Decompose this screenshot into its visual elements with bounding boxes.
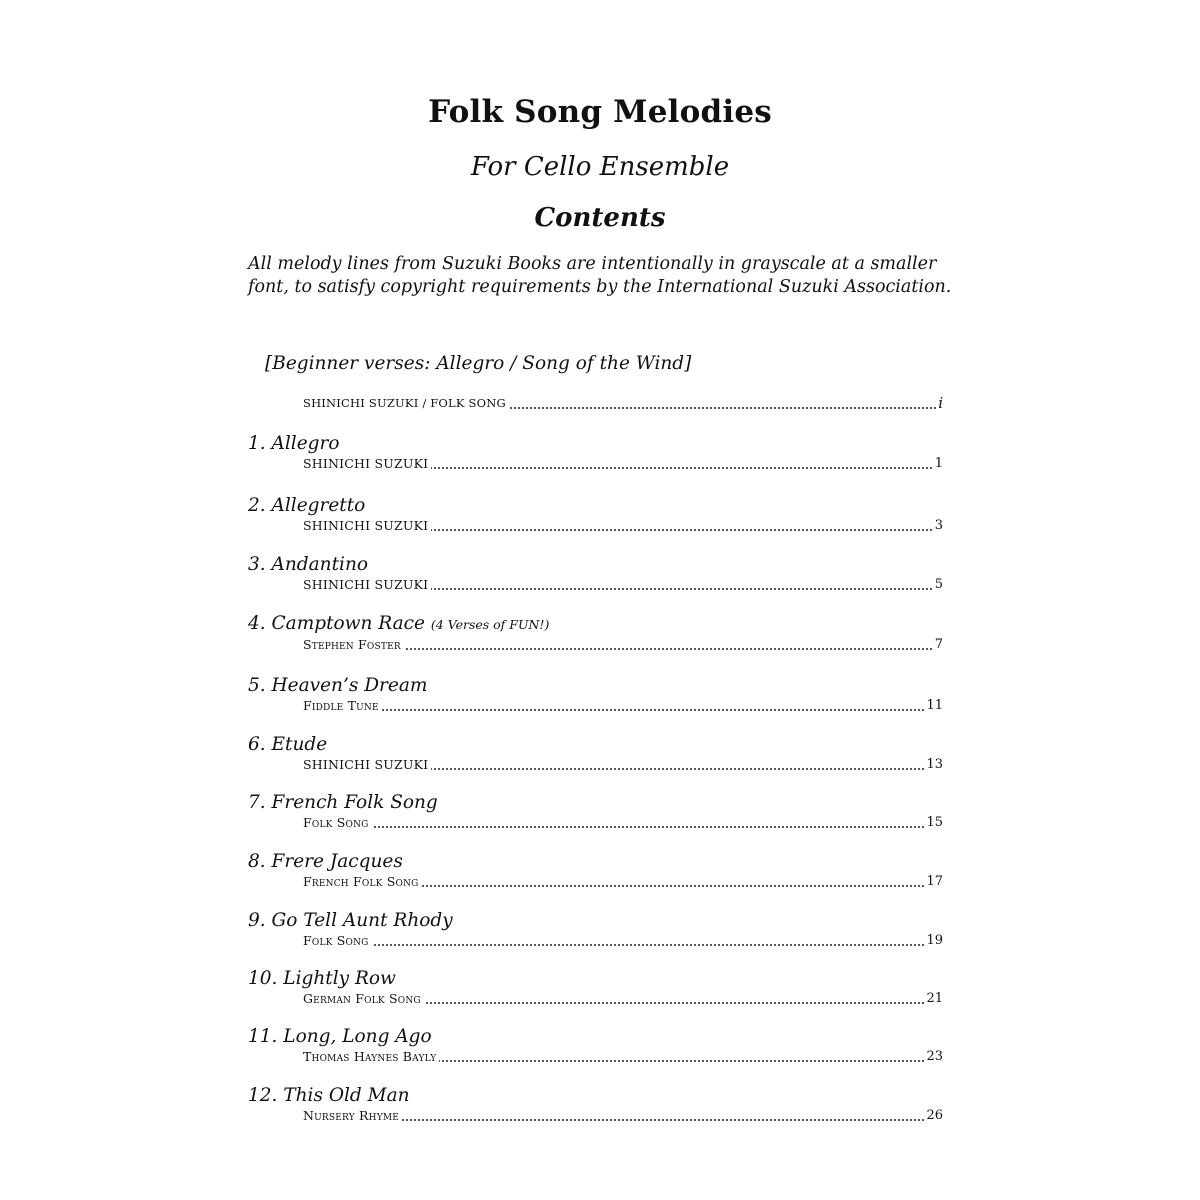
dot-leader [303,709,943,711]
entry-note: (4 Verses of FUN!) [430,617,550,632]
entry-composer: Stephen Foster [303,637,404,652]
toc-entry[interactable] [248,850,958,892]
entry-composer-line [303,518,943,536]
document-subtitle: For Cello Ensemble [470,152,730,182]
entry-composer-line [303,577,943,595]
entry-title: 7. French Folk Song [248,792,438,813]
entry-page-number: 19 [926,933,943,948]
entry-composer: Thomas Haynes Bayly [303,1049,439,1064]
entry-composer: French Folk Song [303,874,422,889]
entry-composer: SHINICHI SUZUKI [303,456,431,471]
entry-title: 1. Allegro [248,433,340,454]
entry-composer-line [303,456,943,474]
entry-composer-line [303,933,943,951]
entry-title: 4. Camptown Race [248,613,425,634]
entry-composer: SHINICHI SUZUKI [303,518,431,533]
entry-title: 5. Heaven’s Dream [248,675,428,696]
entry-composer: Fiddle Tune [303,698,382,713]
toc-entry[interactable] [248,1084,958,1126]
entry-composer: German Folk Song [303,991,424,1006]
beginner-heading: [Beginner verses: Allegro / Song of the Wind] [265,353,692,374]
entry-page-number: 1 [934,456,943,471]
entry-title: 6. Etude [248,734,328,755]
entry-page-number: 15 [926,815,943,830]
toc-entry[interactable] [248,909,958,951]
entry-composer-line [303,698,943,716]
entry-composer: Folk Song [303,815,372,830]
entry-title-row [248,612,958,637]
entry-page-number: 3 [934,518,943,533]
entry-composer: SHINICHI SUZUKI [303,577,431,592]
entry-composer-line [303,1108,943,1126]
entry-page-number: 7 [934,637,943,652]
entry-page-number: 21 [926,991,943,1006]
entry-title: 3. Andantino [248,554,368,575]
entry-composer: Nursery Rhyme [303,1108,402,1123]
entry-composer-line [303,991,943,1009]
dot-leader [303,826,943,828]
entry-composer-line [303,637,943,655]
entry-page-number: 11 [926,698,943,713]
entry-page-number: 17 [926,874,943,889]
toc-entry[interactable] [248,733,958,775]
beginner-page-number: i [938,396,943,412]
entry-title: 11. Long, Long Ago [248,1026,432,1047]
entry-title: 8. Frere Jacques [248,851,403,872]
entry-composer-line [303,874,943,892]
beginner-entry [248,396,958,414]
entry-title: 10. Lightly Row [248,968,396,989]
entry-composer-line [303,757,943,775]
toc-entry[interactable] [248,674,958,716]
toc-entry[interactable] [248,791,958,833]
entry-composer-line [303,1049,943,1067]
toc-entry[interactable] [248,1025,958,1067]
document-title: Folk Song Melodies [428,94,772,130]
entry-composer-line [303,815,943,833]
entry-title: 9. Go Tell Aunt Rhody [248,910,453,931]
beginner-composer-line [303,396,943,414]
entry-page-number: 13 [926,757,943,772]
toc-entry[interactable] [248,432,958,474]
contents-heading: Contents [534,203,666,233]
toc-entry[interactable] [248,553,958,595]
copyright-note: All melody lines from Suzuki Books are intentionally in grayscale at a smaller font, to satisfy copyright requirements by the International Suzuki Association. [248,254,952,297]
entry-title: 2. Allegretto [248,495,366,516]
entry-composer: SHINICHI SUZUKI [303,757,431,772]
beginner-composer: SHINICHI SUZUKI / FOLK SONG [303,396,509,410]
entry-composer: Folk Song [303,933,372,948]
entry-page-number: 23 [926,1049,943,1064]
entry-page-number: 26 [926,1108,943,1123]
entry-page-number: 5 [934,577,943,592]
toc-entry[interactable] [248,967,958,1009]
toc-entry[interactable] [248,494,958,536]
entry-title: 12. This Old Man [248,1085,410,1106]
toc-entry[interactable] [248,612,958,655]
dot-leader [303,944,943,946]
